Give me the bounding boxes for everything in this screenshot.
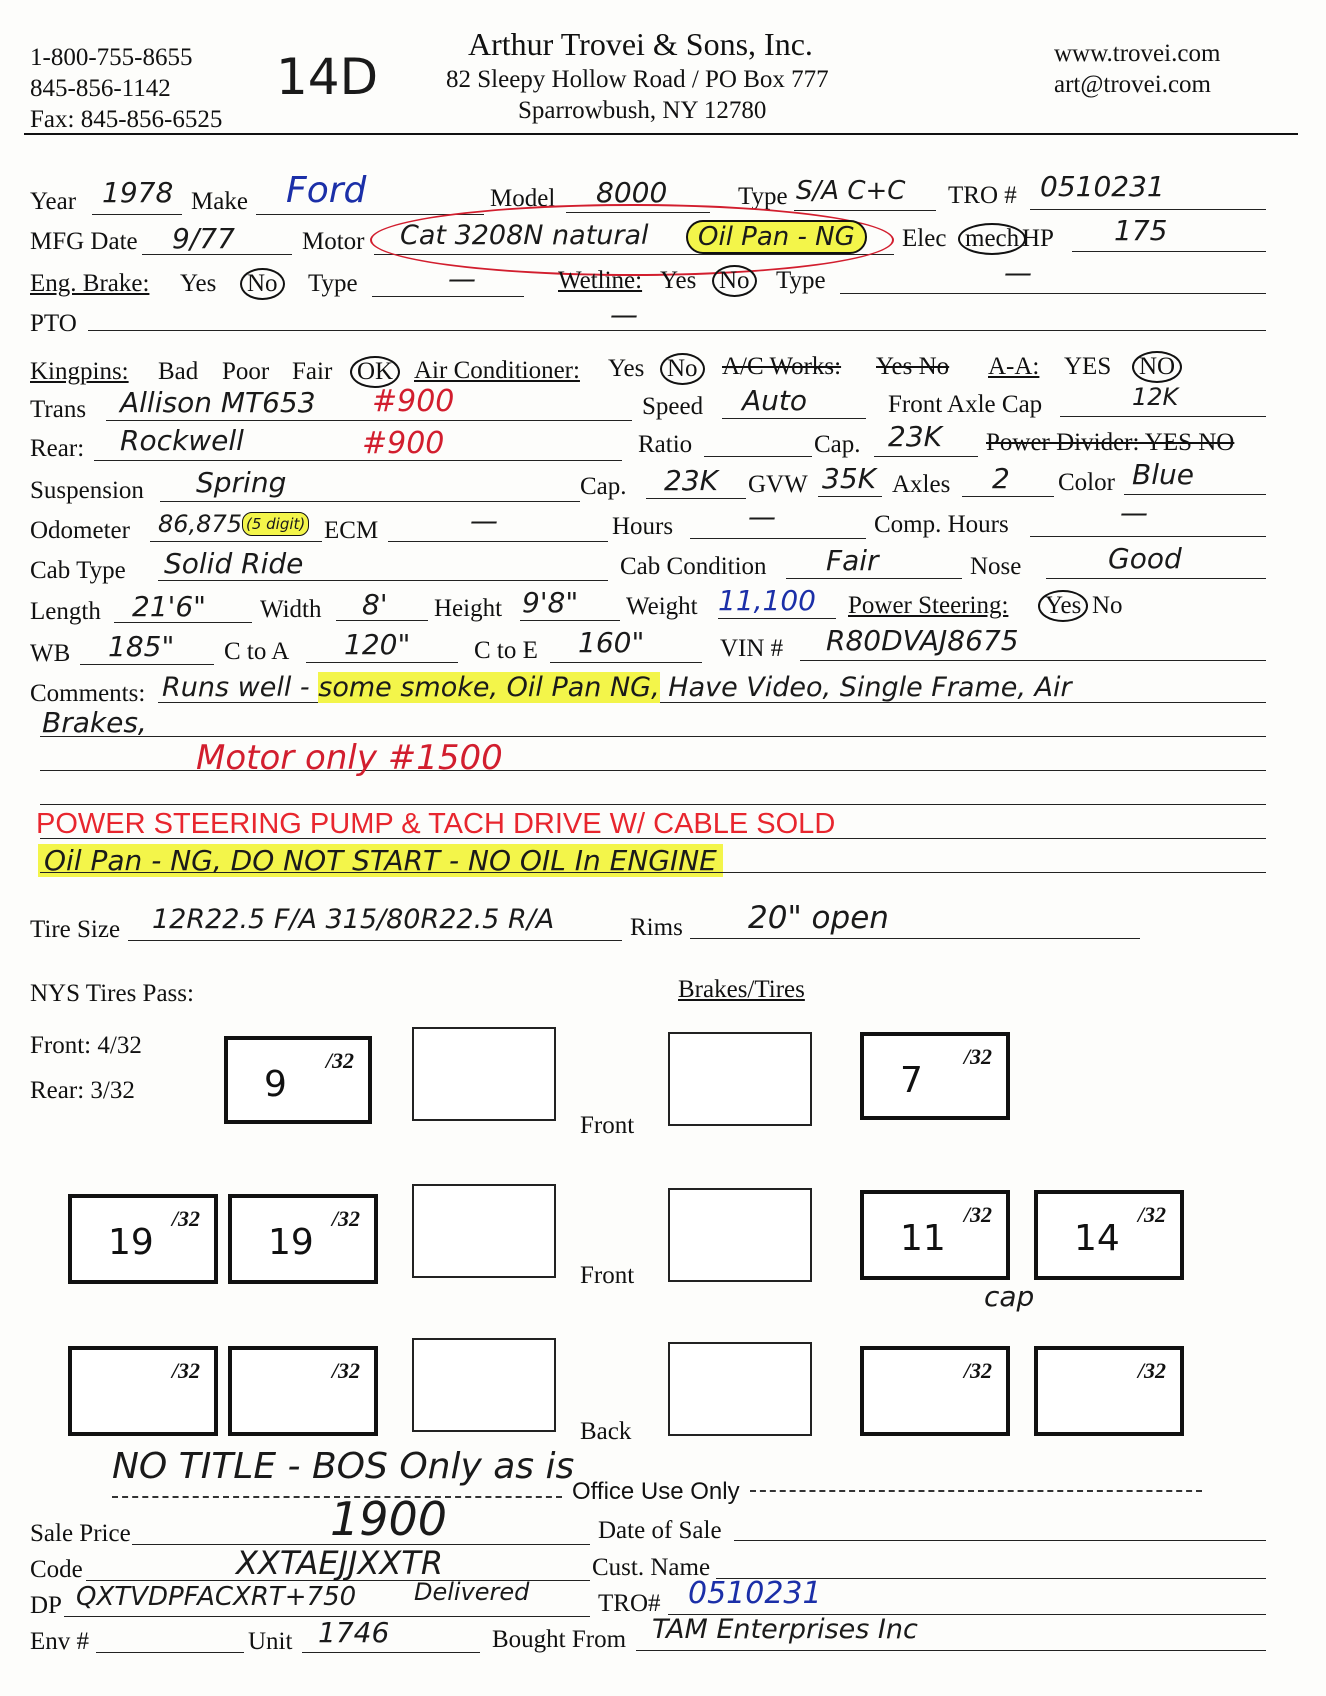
label-rims: Rims — [630, 914, 683, 941]
value-odometer: 86,875 — [158, 510, 242, 538]
label-bought-from: Bought From — [492, 1626, 627, 1653]
label-sale-price: Sale Price — [30, 1520, 131, 1547]
label-make: Make — [191, 188, 248, 215]
label-cab-condition: Cab Condition — [620, 553, 767, 580]
label-office-use-only: Office Use Only — [572, 1478, 740, 1505]
value-hp: 175 — [1114, 214, 1168, 247]
label-mech: mech — [958, 223, 1026, 255]
value-axles: 2 — [992, 462, 1010, 495]
label-type: Type — [738, 183, 788, 210]
kingpins-poor: Poor — [222, 358, 270, 385]
value-gvw: 35K — [822, 462, 876, 495]
label-power-divider: Power Divider: YES NO — [986, 429, 1235, 456]
tire-box-back-6: /32 — [1034, 1346, 1184, 1436]
value-tire-size: 12R22.5 F/A 315/80R22.5 R/A — [152, 904, 555, 935]
label-wetline-type: Type — [776, 267, 826, 294]
power-steering-yes-circled: Yes — [1038, 590, 1088, 622]
value-front-axle-cap: 12K — [1132, 383, 1179, 411]
brake-box-front-right — [668, 1032, 812, 1126]
header-phone1: 1-800-755-8655 — [30, 44, 193, 71]
label-env: Env # — [30, 1628, 90, 1655]
label-speed: Speed — [642, 393, 704, 420]
label-rear-cap: Cap. — [814, 431, 861, 458]
comment-line3: Motor only #1500 — [196, 738, 503, 778]
comment-line2: Brakes, — [42, 706, 147, 739]
label-hours: Hours — [612, 513, 674, 540]
label-eng-brake: Eng. Brake: — [30, 270, 150, 297]
value-rims: 20" open — [748, 900, 889, 936]
label-comp-hours: Comp. Hours — [874, 511, 1009, 538]
label-height: Height — [434, 595, 503, 622]
value-length: 21'6" — [132, 590, 207, 623]
company-address2: Sparrowbush, NY 12780 — [518, 97, 767, 124]
kingpins-ok-circled: OK — [350, 356, 400, 388]
cap-note: cap — [984, 1280, 1035, 1313]
value-hours: — — [748, 500, 776, 533]
value-eng-brake-type: — — [448, 262, 476, 295]
kingpins-fair: Fair — [292, 358, 333, 385]
value-rear-price: #900 — [362, 426, 445, 461]
label-air-conditioner: Air Conditioner: — [414, 357, 580, 384]
company-name: Arthur Trovei & Sons, Inc. — [468, 26, 813, 62]
label-front-axle-cap: Front Axle Cap — [888, 391, 1043, 418]
label-aa: A-A: — [988, 353, 1040, 380]
label-weight: Weight — [626, 593, 698, 620]
tire-box-front-right: 7 /32 — [860, 1032, 1010, 1120]
label-cab-type: Cab Type — [30, 557, 126, 584]
value-pto: — — [610, 298, 638, 331]
brake-box-back-left — [412, 1338, 556, 1432]
value-vin: R80DVAJ8675 — [826, 624, 1019, 657]
label-odometer: Odometer — [30, 517, 130, 544]
value-susp-cap: 23K — [664, 464, 718, 497]
header-divider — [24, 133, 1298, 135]
label-c-to-e: C to E — [474, 637, 538, 664]
brake-box-mid-right — [668, 1188, 812, 1282]
label-nose: Nose — [970, 553, 1022, 580]
label-model: Model — [490, 185, 556, 212]
value-c-to-a: 120" — [344, 628, 411, 661]
header-phone2: 845-856-1142 — [30, 75, 171, 102]
value-rear-cap: 23K — [888, 420, 942, 453]
label-gvw: GVW — [748, 471, 808, 498]
value-height: 9'8" — [522, 586, 579, 619]
label-mfg-date: MFG Date — [30, 228, 138, 255]
value-type: S/A C+C — [796, 176, 906, 206]
value-code: XXTAEJJXXTR — [236, 1544, 444, 1582]
label-tro2: TRO# — [598, 1590, 661, 1617]
value-bought-from: TAM Enterprises Inc — [652, 1614, 918, 1645]
tire-box-mid-5: 11 /32 — [860, 1190, 1010, 1280]
tire-box-back-1: /32 — [68, 1346, 218, 1436]
value-comp-hours: — — [1120, 496, 1148, 529]
company-website: www.trovei.com — [1054, 40, 1221, 67]
label-front-min: Front: 4/32 — [30, 1032, 142, 1059]
aa-yes: YES — [1064, 353, 1112, 380]
label-elec: Elec — [902, 225, 947, 252]
label-code: Code — [30, 1556, 83, 1583]
tire-box-back-5: /32 — [860, 1346, 1010, 1436]
eng-brake-no-circled: No — [240, 268, 285, 300]
tire-box-front-left: 9 /32 — [224, 1036, 372, 1124]
label-back: Back — [580, 1418, 632, 1445]
value-ecm: — — [470, 504, 498, 537]
label-suspension: Suspension — [30, 477, 144, 504]
label-pto: PTO — [30, 310, 77, 337]
value-trans: Allison MT653 — [120, 386, 316, 419]
value-tro: 0510231 — [1040, 170, 1165, 203]
value-tro2: 0510231 — [688, 1576, 822, 1611]
comment-line1: Runs well - some smoke, Oil Pan NG, Have Video, Single Frame, Air — [162, 672, 1072, 703]
header-fax: Fax: 845-856-6525 — [30, 106, 223, 133]
value-suspension: Spring — [196, 466, 287, 499]
value-width: 8' — [362, 588, 388, 621]
label-axles: Axles — [892, 471, 951, 498]
value-c-to-e: 160" — [578, 626, 645, 659]
label-motor: Motor — [302, 228, 365, 255]
wetline-yes: Yes — [660, 267, 697, 294]
value-cab-type: Solid Ride — [164, 547, 304, 580]
tire-box-mid-2: 19 /32 — [228, 1194, 378, 1284]
tire-box-mid-1: 19 /32 — [68, 1194, 218, 1284]
highlight-note: Oil Pan - NG, DO NOT START - NO OIL In ENGINE — [38, 844, 723, 877]
kingpins-bad: Bad — [158, 358, 199, 385]
ac-no-circled: No — [660, 353, 705, 385]
label-cust-name: Cust. Name — [592, 1554, 711, 1581]
label-brakes-tires: Brakes/Tires — [678, 976, 805, 1003]
brake-box-back-right — [668, 1342, 812, 1436]
value-model: 8000 — [596, 176, 668, 209]
label-date-of-sale: Date of Sale — [598, 1517, 722, 1544]
value-make: Ford — [286, 170, 367, 211]
aa-no-circled: NO — [1132, 351, 1182, 383]
office-divider-right — [750, 1490, 1202, 1492]
label-c-to-a: C to A — [224, 638, 290, 665]
value-motor: Cat 3208N natural — [400, 220, 649, 251]
label-trans: Trans — [30, 396, 87, 423]
value-unit: 1746 — [318, 1616, 390, 1649]
label-comments: Comments: — [30, 680, 146, 707]
label-nys-tires-pass: NYS Tires Pass: — [30, 980, 194, 1007]
value-wb: 185" — [108, 630, 175, 663]
label-power-steering: Power Steering: — [848, 592, 1009, 619]
value-trans-price: #900 — [372, 384, 455, 419]
value-rear: Rockwell — [120, 424, 244, 457]
label-susp-cap: Cap. — [580, 473, 627, 500]
label-wetline: Wetline: — [558, 267, 643, 294]
label-unit: Unit — [248, 1628, 293, 1655]
company-email: art@trovei.com — [1054, 71, 1211, 98]
eng-brake-yes: Yes — [180, 270, 217, 297]
company-address1: 82 Sleepy Hollow Road / PO Box 777 — [446, 66, 829, 93]
label-ratio: Ratio — [638, 431, 693, 458]
wetline-no-circled: No — [712, 265, 757, 297]
value-sale-price: 1900 — [330, 1492, 448, 1546]
label-color: Color — [1058, 469, 1115, 496]
label-eng-brake-type: Type — [308, 270, 358, 297]
brake-box-front-left — [412, 1027, 556, 1121]
label-tro: TRO # — [948, 182, 1017, 209]
brake-box-mid-left — [412, 1184, 556, 1278]
label-front-2: Front — [580, 1262, 635, 1289]
label-wb: WB — [30, 640, 71, 667]
value-wetline-type: — — [1004, 256, 1032, 289]
label-rear-min: Rear: 3/32 — [30, 1077, 135, 1104]
value-delivered: Delivered — [414, 1578, 530, 1606]
label-front-1: Front — [580, 1112, 635, 1139]
stock-code: 14D — [276, 48, 379, 106]
power-steering-no: No — [1092, 592, 1123, 619]
value-speed: Auto — [742, 384, 808, 417]
label-tire-size: Tire Size — [30, 916, 121, 943]
tire-box-back-2: /32 — [228, 1346, 378, 1436]
value-weight: 11,100 — [718, 584, 816, 617]
label-width: Width — [260, 596, 322, 623]
printed-note: POWER STEERING PUMP & TACH DRIVE W/ CABLE SOLD — [36, 808, 836, 840]
value-year: 1978 — [102, 176, 174, 209]
label-rear: Rear: — [30, 435, 85, 462]
value-mfg-date: 9/77 — [172, 222, 235, 255]
value-oil-pan: Oil Pan - NG — [686, 220, 867, 254]
ac-yes: Yes — [608, 355, 645, 382]
ac-works-yes-no: Yes No — [876, 353, 950, 380]
label-ac-works: A/C Works: — [722, 353, 842, 380]
no-title-note: NO TITLE - BOS Only as is — [112, 1446, 575, 1487]
value-odometer-note: (5 digit) — [242, 512, 309, 536]
value-cab-condition: Fair — [826, 544, 879, 577]
label-hp: HP — [1022, 225, 1054, 252]
value-nose: Good — [1108, 542, 1182, 575]
label-kingpins: Kingpins: — [30, 358, 129, 385]
label-ecm: ECM — [324, 517, 379, 544]
label-dp: DP — [30, 1592, 62, 1619]
label-vin: VIN # — [720, 635, 784, 662]
label-year: Year — [30, 188, 77, 215]
tire-box-mid-6: 14 /32 — [1034, 1190, 1184, 1280]
value-dp: QXTVDPFACXRT+750 — [76, 1582, 357, 1612]
label-length: Length — [30, 598, 101, 625]
value-color: Blue — [1132, 458, 1194, 491]
